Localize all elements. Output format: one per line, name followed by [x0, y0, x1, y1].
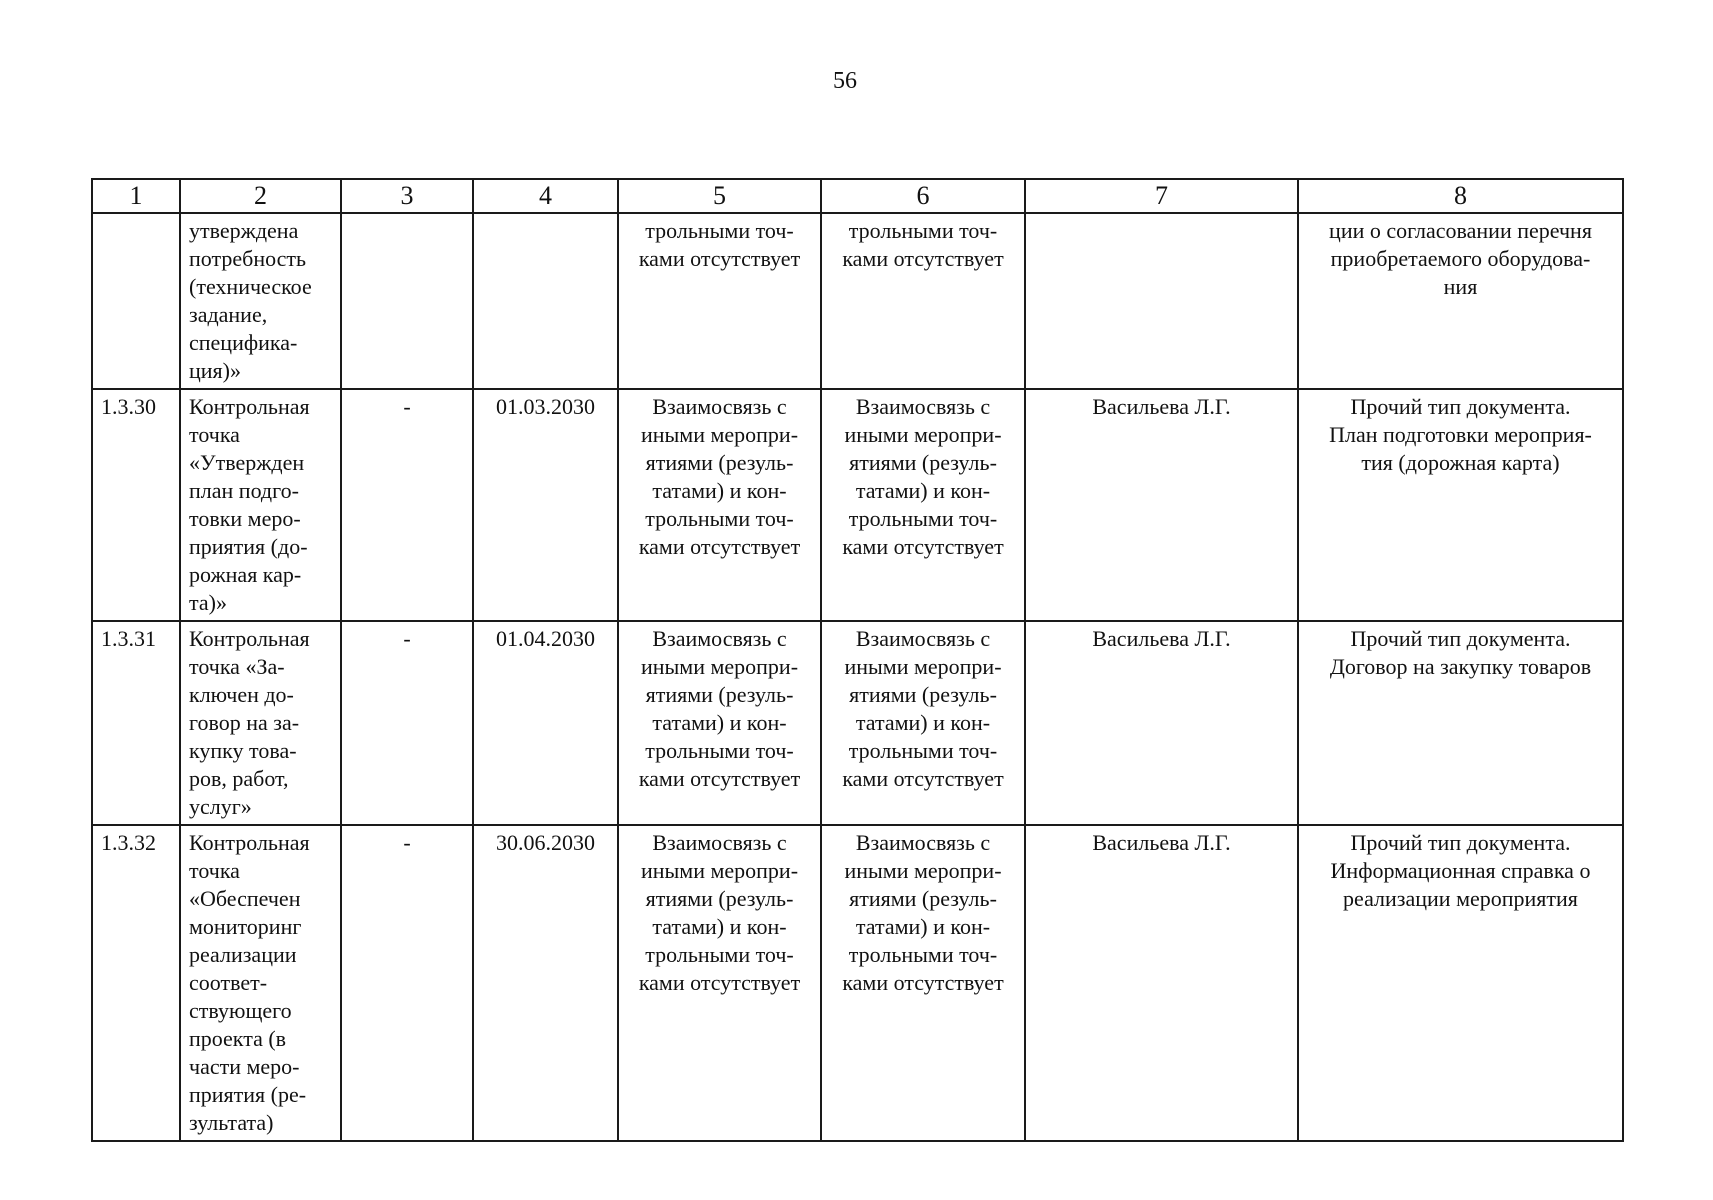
table-row: [92, 621, 1623, 825]
column-header: 3: [341, 179, 473, 213]
responsible-person: Васильева Л.Г.: [1025, 389, 1298, 621]
due-date: 01.04.2030: [473, 621, 618, 825]
responsible-person: [1025, 213, 1298, 389]
column-3-value: [341, 213, 473, 389]
page-number: 56: [833, 68, 857, 94]
relation-successors: Взаимосвязь с иными меропри- ятиями (резуль- татами) и кон- трольными точ- ками отсутствует: [821, 621, 1025, 825]
table-row: [92, 825, 1623, 1141]
milestone-name: утверждена потребность (техническое задание, специфика- ция)»: [180, 213, 341, 389]
milestone-name: Контрольная точка «Обеспечен мониторинг реализации соответ- ствующего проекта (в части меро- приятия (ре- зультата): [180, 825, 341, 1141]
milestone-name: Контрольная точка «Утвержден план подго- товки меро- приятия (до- рожная кар- та)»: [180, 389, 341, 621]
document-type: Прочий тип документа. Информационная справка о реализации мероприятия: [1298, 825, 1623, 1141]
column-header: 2: [180, 179, 341, 213]
column-header: 8: [1298, 179, 1623, 213]
row-number: [92, 213, 180, 389]
table-row: [92, 389, 1623, 621]
column-3-value: -: [341, 389, 473, 621]
due-date: 30.06.2030: [473, 825, 618, 1141]
table-header-row: [92, 179, 1623, 213]
relation-predecessors: трольными точ- ками отсутствует: [618, 213, 821, 389]
column-header: 7: [1025, 179, 1298, 213]
column-3-value: -: [341, 825, 473, 1141]
table-row: [92, 213, 1623, 389]
row-number: 1.3.31: [92, 621, 180, 825]
relation-predecessors: Взаимосвязь с иными меропри- ятиями (резуль- татами) и кон- трольными точ- ками отсутствует: [618, 825, 821, 1141]
relation-successors: трольными точ- ками отсутствует: [821, 213, 1025, 389]
row-number: 1.3.30: [92, 389, 180, 621]
relation-predecessors: Взаимосвязь с иными меропри- ятиями (резуль- татами) и кон- трольными точ- ками отсутствует: [618, 621, 821, 825]
column-header: 6: [821, 179, 1025, 213]
relation-successors: Взаимосвязь с иными меропри- ятиями (резуль- татами) и кон- трольными точ- ками отсутствует: [821, 389, 1025, 621]
row-number: 1.3.32: [92, 825, 180, 1141]
column-header: 1: [92, 179, 180, 213]
milestone-name: Контрольная точка «За- ключен до- говор на за- купку това- ров, работ, услуг»: [180, 621, 341, 825]
due-date: [473, 213, 618, 389]
column-3-value: -: [341, 621, 473, 825]
document-type: ции о согласовании перечня приобретаемого оборудова- ния: [1298, 213, 1623, 389]
relation-predecessors: Взаимосвязь с иными меропри- ятиями (резуль- татами) и кон- трольными точ- ками отсутствует: [618, 389, 821, 621]
due-date: 01.03.2030: [473, 389, 618, 621]
responsible-person: Васильева Л.Г.: [1025, 825, 1298, 1141]
responsible-person: Васильева Л.Г.: [1025, 621, 1298, 825]
milestones-table: [91, 178, 1624, 1142]
document-type: Прочий тип документа. Договор на закупку товаров: [1298, 621, 1623, 825]
relation-successors: Взаимосвязь с иными меропри- ятиями (резуль- татами) и кон- трольными точ- ками отсутствует: [821, 825, 1025, 1141]
document-type: Прочий тип документа. План подготовки мероприя- тия (дорожная карта): [1298, 389, 1623, 621]
column-header: 4: [473, 179, 618, 213]
column-header: 5: [618, 179, 821, 213]
